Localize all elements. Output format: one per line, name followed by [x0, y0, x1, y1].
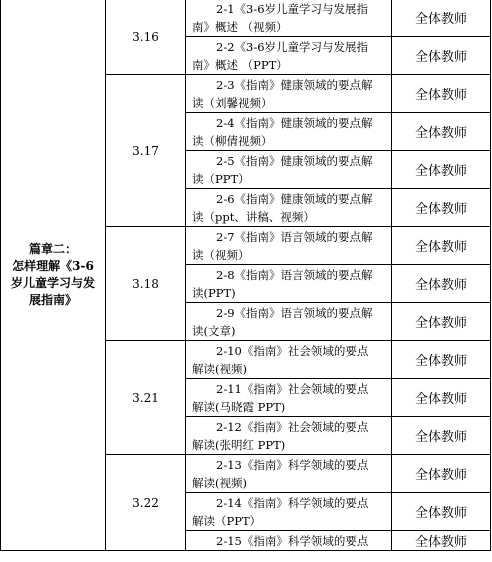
topic-line: 2-11《指南》社会领域的要点: [216, 381, 369, 396]
chapter-title-line: 岁儿童学习与发: [10, 275, 95, 290]
topic-cell: [186, 227, 392, 265]
participants-cell: 全体教师: [392, 493, 491, 531]
topic-line: 2-10《指南》社会领域的要点: [216, 343, 369, 358]
topic-line: 2-9《指南》语言领域的要点解: [216, 305, 373, 320]
topic-cell: [186, 0, 392, 37]
date-cell: 3.21: [106, 341, 186, 455]
topic-line: 2-1《3-6岁儿童学习与发展指: [216, 1, 369, 16]
topic-cell: [186, 303, 392, 341]
participants-cell: 全体教师: [392, 379, 491, 417]
topic-line: 2-14《指南》科学领域的要点: [216, 495, 369, 510]
participants-cell: 全体教师: [392, 531, 491, 551]
participants-cell: 全体教师: [392, 75, 491, 113]
participants-cell: 全体教师: [392, 417, 491, 455]
topic-cell: [186, 379, 392, 417]
date-cell: 3.16: [106, 0, 186, 75]
topic-line: 解读(视频): [192, 361, 247, 376]
participants-cell: 全体教师: [392, 265, 491, 303]
topic-line: 2-12《指南》社会领域的要点: [216, 419, 369, 434]
topic-line: 解读(张明红 PPT): [192, 437, 286, 452]
topic-line: 读(PPT): [192, 285, 236, 300]
topic-line: 读（PPT）: [192, 171, 250, 186]
topic-line: 读（ppt、讲稿、视频）: [192, 209, 315, 224]
topic-cell: [186, 417, 392, 455]
date-cell: 3.22: [106, 455, 186, 551]
topic-line: 读（刘馨视频）: [192, 95, 273, 110]
topic-line: 南》概述 （视频）: [192, 19, 288, 34]
topic-cell: [186, 75, 392, 113]
participants-cell: 全体教师: [392, 227, 491, 265]
chapter-title-line: 怎样理解《3-6: [12, 258, 94, 273]
topic-cell: [186, 531, 392, 551]
participants-cell: 全体教师: [392, 151, 491, 189]
participants-cell: 全体教师: [392, 0, 491, 37]
topic-line: 解读(视频): [192, 475, 247, 490]
topic-cell: [186, 455, 392, 493]
table-row: [1, 0, 491, 37]
topic-cell: [186, 189, 392, 227]
chapter-title-line: 展指南》: [28, 292, 77, 307]
topic-line: 2-13《指南》科学领域的要点: [216, 457, 369, 472]
topic-line: 2-8《指南》语言领域的要点解: [216, 267, 373, 282]
date-cell: 3.18: [106, 227, 186, 341]
topic-line: 2-15《指南》科学领域的要点: [216, 533, 369, 548]
participants-cell: 全体教师: [392, 341, 491, 379]
topic-cell: [186, 341, 392, 379]
topic-cell: [186, 151, 392, 189]
topic-line: 2-2《3-6岁儿童学习与发展指: [216, 39, 369, 54]
topic-line: 2-7《指南》语言领域的要点解: [216, 229, 373, 244]
topic-line: 解读(马晓霞 PPT): [192, 399, 286, 414]
topic-line: 读（柳倩视频）: [192, 133, 273, 148]
topic-line: 2-3《指南》健康领域的要点解: [216, 77, 373, 92]
topic-line: 2-5《指南》健康领域的要点解: [216, 153, 373, 168]
topic-line: 读(文章): [192, 323, 236, 338]
topic-line: 2-4《指南》健康领域的要点解: [216, 115, 373, 130]
topic-line: 解读（PPT）: [192, 513, 262, 528]
topic-line: 南》概述 （PPT）: [192, 57, 288, 72]
participants-cell: 全体教师: [392, 189, 491, 227]
topic-cell: [186, 37, 392, 75]
chapter-title-line: 篇章二：: [28, 241, 77, 256]
participants-cell: 全体教师: [392, 113, 491, 151]
participants-cell: 全体教师: [392, 455, 491, 493]
participants-cell: 全体教师: [392, 303, 491, 341]
topic-cell: [186, 265, 392, 303]
topic-cell: [186, 113, 392, 151]
topic-line: 2-6《指南》健康领域的要点解: [216, 191, 373, 206]
topic-cell: [186, 493, 392, 531]
participants-cell: 全体教师: [392, 37, 491, 75]
topic-line: 读（视频）: [192, 247, 250, 262]
date-cell: 3.17: [106, 75, 186, 227]
chapter-title-cell: [1, 0, 106, 551]
